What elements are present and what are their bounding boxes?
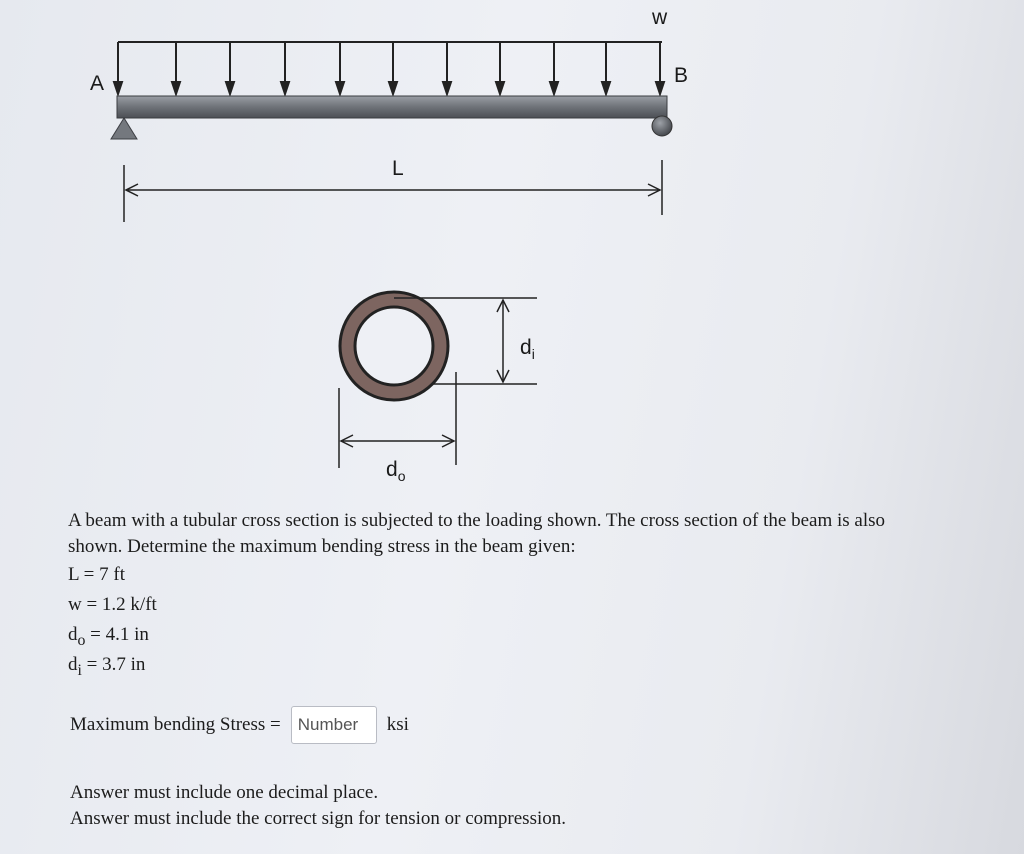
given-length: L = 7 ft — [68, 564, 125, 585]
load-arrow-head — [656, 82, 664, 94]
support-a-label: A — [90, 72, 105, 95]
load-arrow-head — [389, 82, 397, 94]
tube-cross-section — [340, 292, 448, 400]
inner-diameter-label: $d_i$ — [520, 336, 535, 362]
load-arrow-head — [443, 82, 451, 94]
load-arrow-head — [496, 82, 504, 94]
load-arrow-head — [172, 82, 180, 94]
statement-line-2: shown. Determine the maximum bending stress in the beam given: — [68, 536, 576, 557]
outer-diameter-label: $d_o$ — [386, 458, 406, 484]
span-label: L — [392, 157, 404, 180]
problem-statement — [68, 508, 968, 680]
statement-line-1: A beam with a tubular cross section is subjected to the loading shown. The cross section of the beam is also — [68, 510, 886, 531]
load-arrow-head — [114, 82, 122, 94]
answer-unit: ksi — [386, 714, 409, 735]
load-arrow-head — [602, 82, 610, 94]
support-b-label: B — [674, 64, 689, 87]
beam — [117, 96, 667, 118]
answer-notes — [70, 780, 566, 832]
load-arrow-head — [226, 82, 234, 94]
pin-support-a — [111, 118, 137, 139]
answer-row — [70, 706, 409, 744]
given-inner-diameter: $d_i = 3.7$ in — [68, 654, 146, 679]
load-arrow-head — [281, 82, 289, 94]
given-load: w = 1.2 k/ft — [68, 594, 157, 615]
distributed-load — [114, 42, 664, 94]
stress-answer-input[interactable] — [291, 706, 377, 744]
answer-label: Maximum bending Stress = — [70, 714, 281, 735]
note-sign: Answer must include the correct sign for tension or compression. — [70, 808, 566, 829]
load-arrows — [114, 42, 664, 94]
load-arrow-head — [550, 82, 558, 94]
given-values — [68, 560, 968, 680]
given-outer-diameter: $d_o = 4.1$ in — [68, 624, 149, 649]
note-decimal: Answer must include one decimal place. — [70, 782, 379, 803]
load-arrow-head — [336, 82, 344, 94]
load-label: w — [652, 6, 668, 29]
roller-support-b — [652, 116, 672, 136]
